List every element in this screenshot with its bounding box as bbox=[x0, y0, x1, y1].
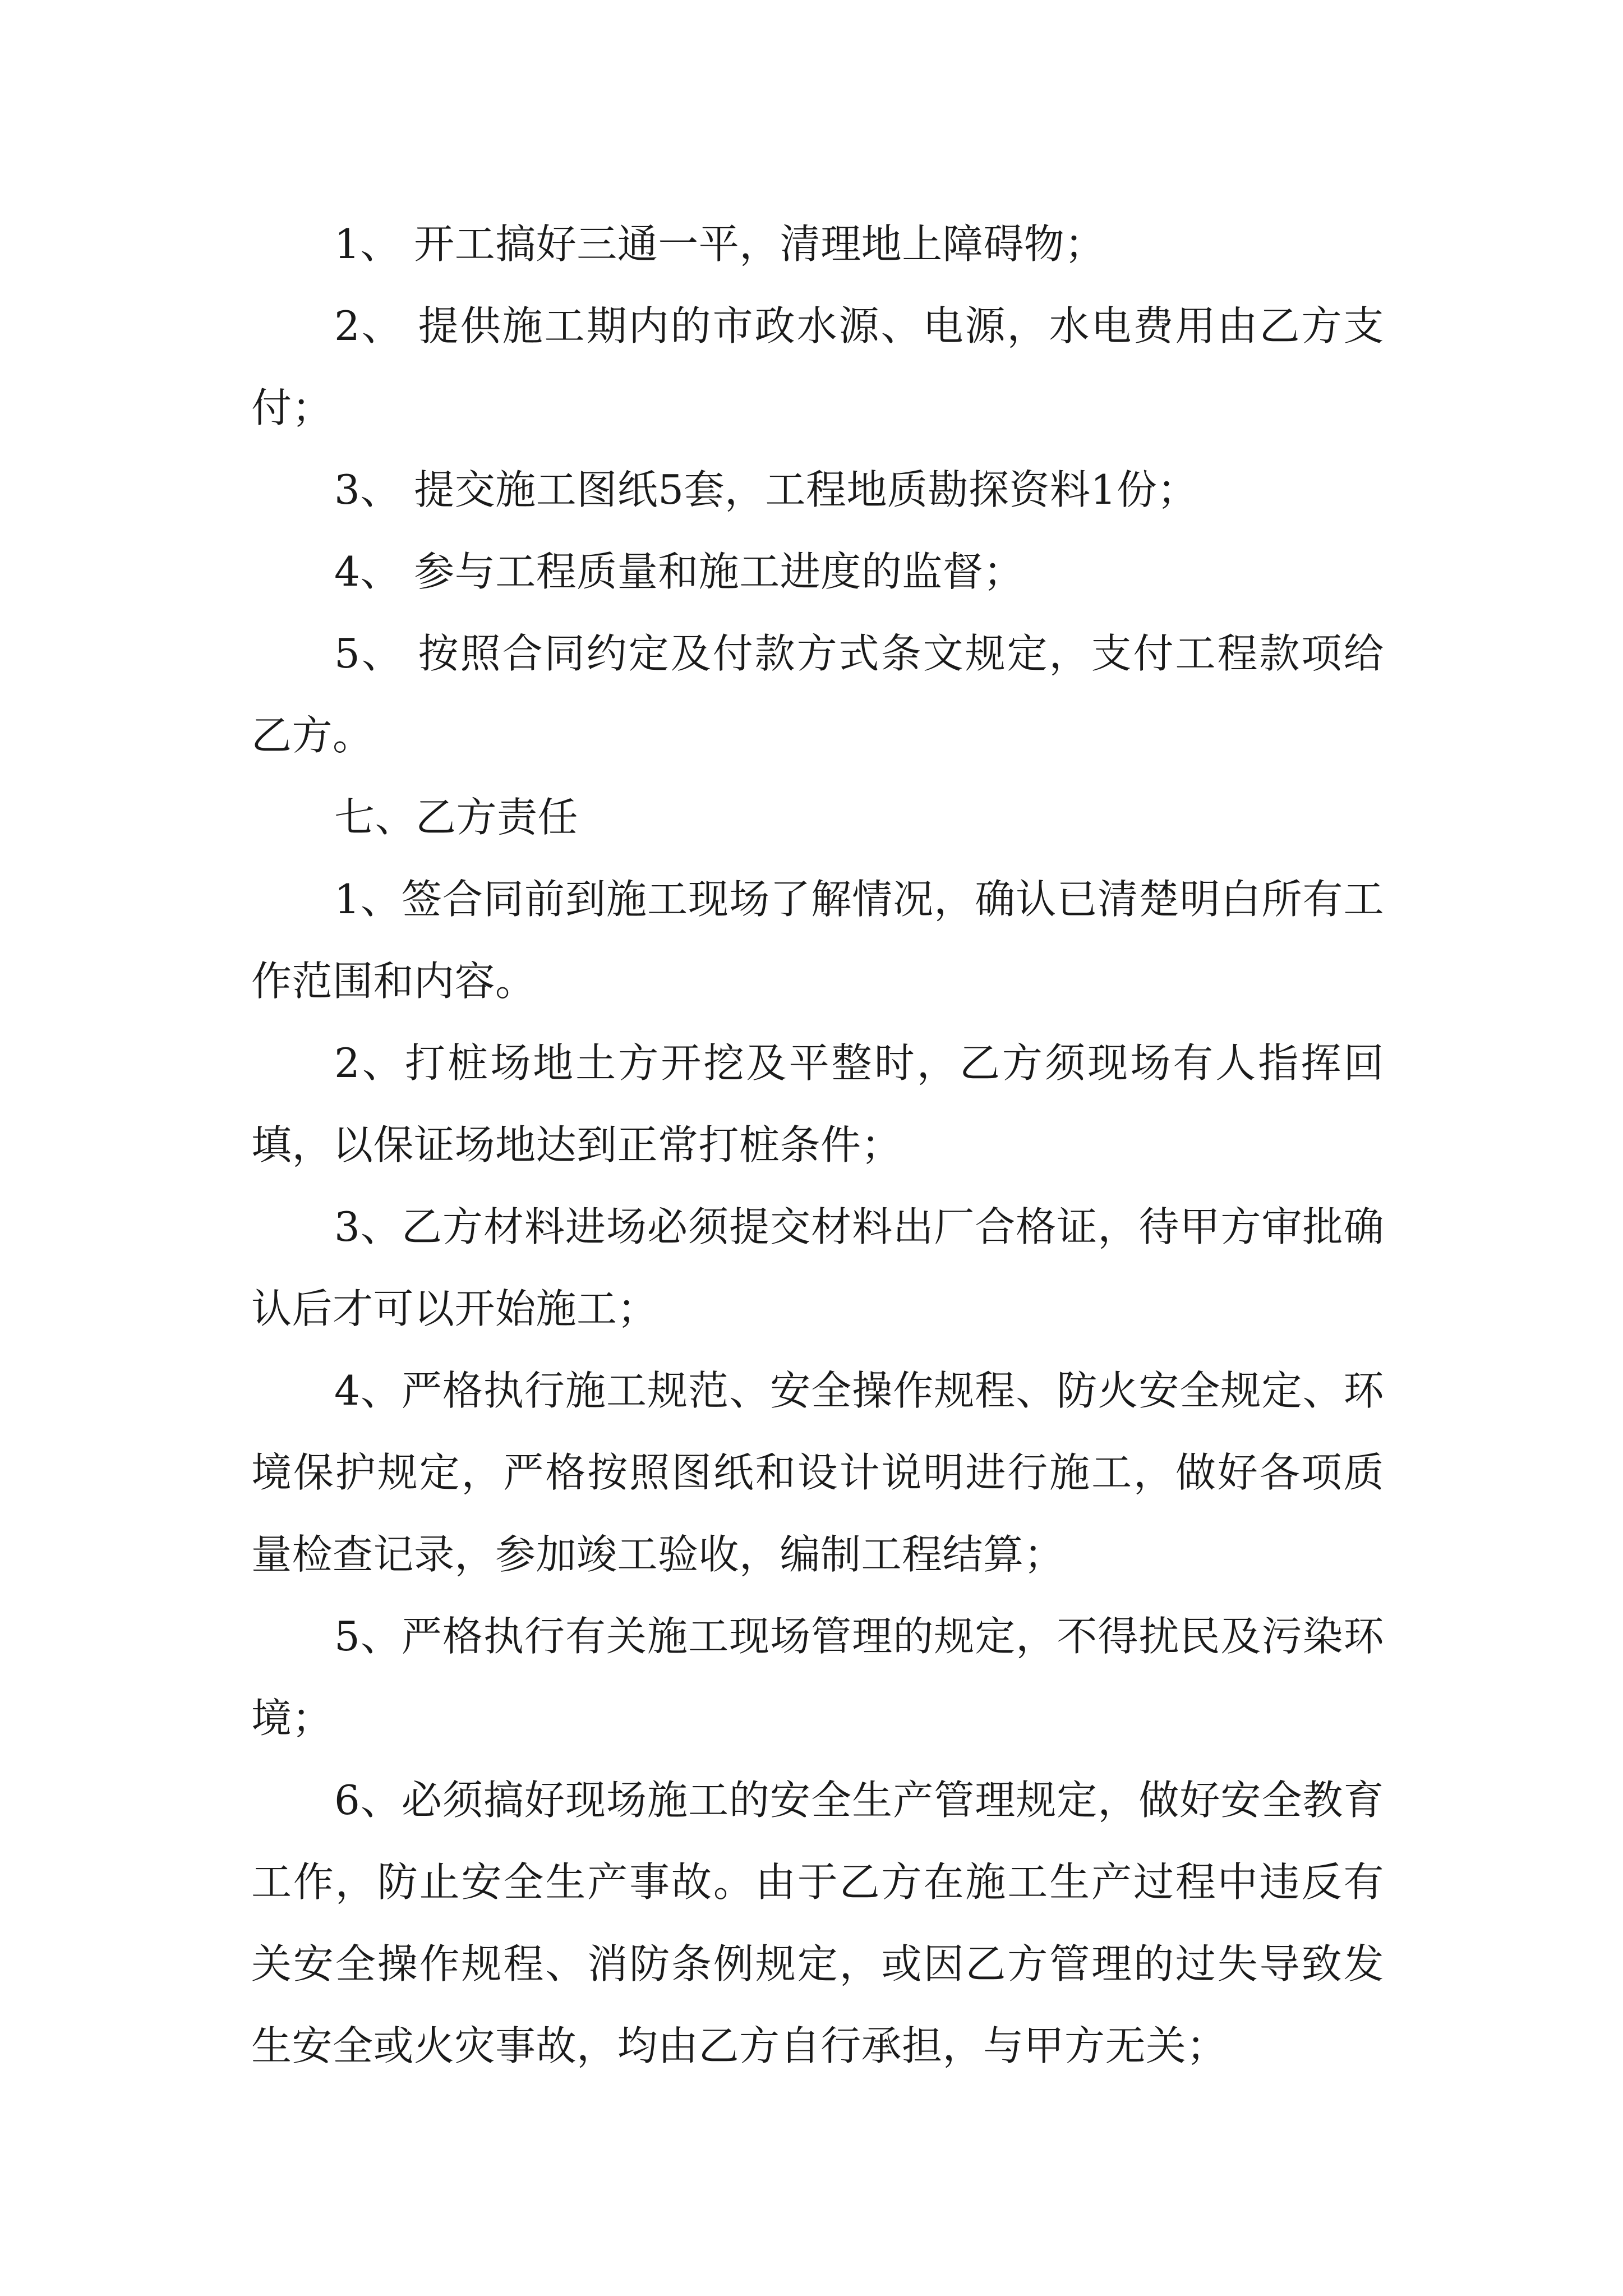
paragraph: 2、 提供施工期内的市政水源、电源，水电费用由乙方支付； bbox=[251, 302, 1384, 431]
paragraph: 6、必须搞好现场施工的安全生产管理规定，做好安全教育工作，防止安全生产事故。由于乙方在施工生产过程中违反有关安全操作规程、消防条例规定，或因乙方管理的过失导致发生安全或火灾事故，均由乙方自行承担，与甲方无关； bbox=[251, 1777, 1384, 2069]
paragraph: 5、严格执行有关施工现场管理的规定，不得扰民及污染环境； bbox=[251, 1613, 1384, 1742]
paragraph: 2、打桩场地土方开挖及平整时，乙方须现场有人指挥回填，以保证场地达到正常打桩条件； bbox=[251, 1039, 1384, 1168]
paragraph: 1、签合同前到施工现场了解情况，确认已清楚明白所有工作范围和内容。 bbox=[251, 876, 1384, 1005]
paragraph: 4、严格执行施工规范、安全操作规程、防火安全规定、环境保护规定，严格按照图纸和设计说明进行施工，做好各项质量检查记录，参加竣工验收，编制工程结算； bbox=[251, 1367, 1384, 1578]
paragraph: 1、 开工搞好三通一平，清理地上障碍物； bbox=[334, 220, 1105, 268]
paragraph: 5、 按照合同约定及付款方式条文规定，支付工程款项给乙方。 bbox=[251, 630, 1384, 759]
paragraph: 3、乙方材料进场必须提交材料出厂合格证，待甲方审批确认后才可以开始施工； bbox=[251, 1203, 1384, 1332]
section-heading: 七、乙方责任 bbox=[334, 794, 579, 841]
paragraph: 4、 参与工程质量和施工进度的监督； bbox=[334, 548, 1024, 595]
document-body bbox=[251, 203, 1384, 2087]
paragraph: 3、 提交施工图纸5套，工程地质勘探资料1份； bbox=[334, 466, 1198, 513]
